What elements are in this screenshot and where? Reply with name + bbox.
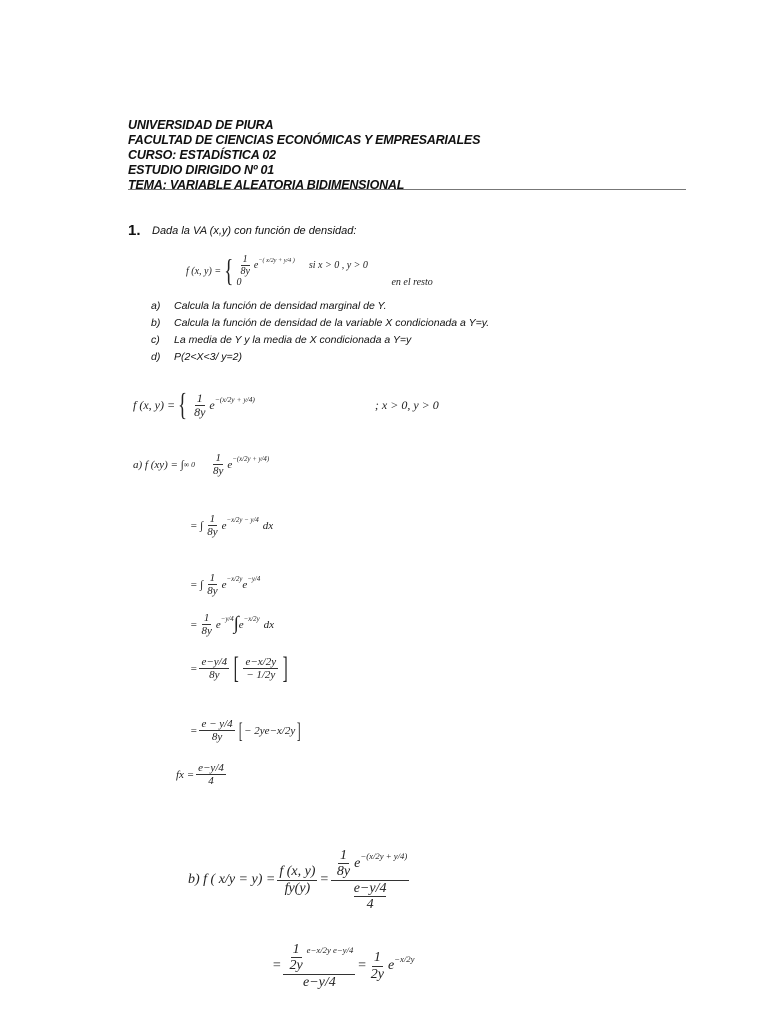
def-brace: {: [224, 252, 234, 289]
document-header: [128, 118, 690, 193]
step-4: = $\frac{e-y/4}{8y}$ [ $\frac{e-x/2y}{- 1/2y}$ ]: [190, 651, 288, 686]
header-university: UNIVERSIDAD DE PIURA: [128, 118, 274, 132]
step-1: = ∫ $\frac{1}{8y}$ e −x/2y − y/4 dx: [190, 513, 274, 539]
question-number: 1.: [128, 222, 141, 239]
def-num: 1: [242, 254, 248, 265]
density-restated: f (x, y) = { $\frac{1}{8y}$ e −(x/2y + y/4) ; x > 0, y > 0: [133, 387, 439, 423]
def-lhs: f (x, y) =: [186, 265, 222, 277]
step-3: = $\frac{1}{8y}$ e −y/4 ∫ e −x/2y dx: [190, 612, 274, 638]
def-case2: 0: [236, 277, 242, 288]
step-fx: fx = $\frac{e-y/4}{4}$: [176, 762, 224, 788]
header-divider: [128, 189, 686, 190]
def-den: 8y: [240, 266, 250, 277]
header-study: ESTUDIO DIRIGIDO Nº 01: [128, 163, 275, 177]
question-1: [128, 222, 357, 240]
step-a-integral: a) f (xy) = ∫ ∞ 0 $\frac{1}{8y}$ e −(x/2y + y/4): [133, 452, 270, 478]
step-b: b) f ( x/y = y) = $\frac{f (x, y)}{fy(y)}$ = $\frac{1}{8y}$ e −(x/2y + y/4) e−y/4 4: [188, 848, 408, 913]
header-course: CURSO: ESTADÍSTICA 02: [128, 148, 276, 162]
step-5: = $\frac{e - y/4}{8y}$ [ − 2ye−x/2y ]: [190, 717, 301, 744]
question-text: Dada la VA (x,y) con función de densidad:: [152, 225, 357, 237]
density-definition: f (x, y) = { $\frac{1}{8y}$ e −( x/2y + y/4 ) si x > 0 , y > 0 0 en el resto: [186, 252, 433, 289]
def-exp: −( x/2y + y/4 ): [258, 256, 295, 264]
step-2: = ∫ $\frac{1}{8y}$ e −x/2y e −y/4: [190, 572, 261, 598]
def-cond1: si x > 0 , y > 0: [308, 259, 368, 271]
header-topic: TEMA: VARIABLE ALEATORIA BIDIMENSIONAL: [128, 178, 405, 192]
step-b-simplified: = $\frac{1}{2y}$ e−x/2y e−y/4 e−y/4 = $\frac{1}{2y}$ e −x/2y: [272, 942, 415, 990]
header-faculty: FACULTAD DE CIENCIAS ECONÓMICAS Y EMPRESARIALES: [128, 133, 481, 147]
def-cond2: en el resto: [391, 277, 433, 288]
